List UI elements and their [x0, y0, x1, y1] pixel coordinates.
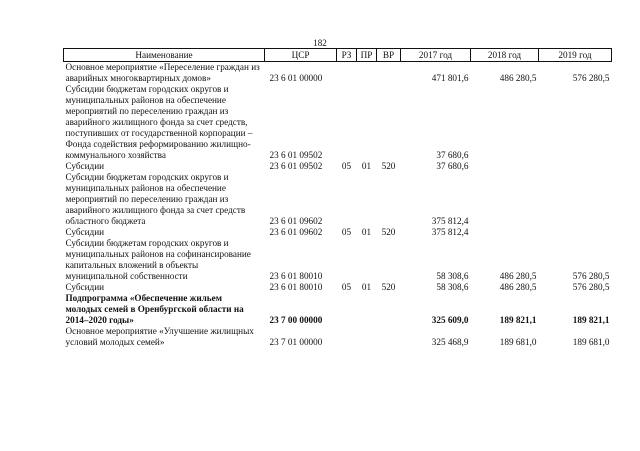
header-name: Наименование [64, 49, 265, 62]
row-csr: 23 6 01 80010 [269, 271, 323, 281]
row-2019 [539, 172, 612, 227]
header-row [64, 49, 612, 62]
row-name: Подпрограмма «Обеспечение жильем молодых семей в Оренбургской области на 2014–2020 годы» [65, 293, 244, 325]
row-name: Субсидии бюджетам городских округов и муниципальных районов на обеспечение мероприятий по переселению граждан из аварийного жилищного фонда за счет средств, поступивших от государственной корпорации – Фонда содействия реформированию жилищно-коммунального хозяйства [65, 84, 253, 160]
row-rz: 05 [341, 161, 352, 171]
row-name: Субсидии бюджетам городских округов и муниципальных районов на софинансирование капитальных вложений в объекты муниципальной собственности [65, 238, 251, 281]
row-vr: 520 [381, 161, 396, 171]
row-2019: 576 280,5 [572, 73, 610, 83]
row-name: Основное мероприятие «Переселение граждан из аварийных многоквартирных домов» [65, 62, 260, 83]
row-csr: 23 7 00 00000 [269, 315, 323, 325]
row-2018: 486 280,5 [499, 271, 537, 281]
row-vr [377, 62, 401, 85]
row-name: Субсидии [65, 227, 105, 237]
budget-table [63, 48, 612, 348]
row-vr [377, 326, 401, 348]
row-csr: 23 6 01 80010 [269, 282, 323, 292]
row-name: Основное мероприятие «Улучшение жилищных условий молодых семей» [65, 326, 254, 347]
row-pr [357, 238, 377, 282]
row-2018 [471, 172, 539, 227]
row-2018 [471, 84, 539, 161]
row-vr [377, 172, 401, 227]
row-pr: 01 [361, 161, 372, 171]
row-rz [337, 84, 357, 161]
row-2017: 58 308,6 [436, 282, 469, 292]
row-2019: 189 681,0 [572, 337, 610, 347]
row-2019: 576 280,5 [572, 271, 610, 281]
row-vr: 520 [381, 282, 396, 292]
row-2019: 576 280,5 [572, 282, 610, 292]
row-pr: 01 [361, 282, 372, 292]
row-name: Субсидии [65, 161, 105, 171]
row-2019: 189 821,1 [572, 315, 610, 325]
row-2017: 37 680,6 [436, 150, 469, 160]
row-csr: 23 6 01 09602 [269, 227, 323, 237]
row-2017: 37 680,6 [436, 161, 469, 171]
row-pr [357, 62, 377, 85]
row-name: Субсидии бюджетам городских округов и муниципальных районов на обеспечение мероприятий по переселению граждан из аварийного жилищного фонда за счет средств областного бюджета [65, 172, 246, 226]
row-csr: 23 7 01 00000 [269, 337, 323, 347]
row-vr [377, 84, 401, 161]
row-pr: 01 [361, 227, 372, 237]
row-2019 [539, 227, 612, 238]
row-2017: 375 812,4 [431, 216, 469, 226]
row-csr: 23 6 01 09602 [269, 216, 323, 226]
table-row [64, 227, 612, 238]
header-csr: ЦСР [265, 49, 337, 62]
header-pr: ПР [357, 49, 377, 62]
row-2018: 486 280,5 [499, 73, 537, 83]
row-rz [337, 326, 357, 348]
row-csr: 23 6 01 09502 [269, 161, 323, 171]
row-vr [377, 293, 401, 326]
table-row [64, 62, 612, 85]
row-rz: 05 [341, 227, 352, 237]
row-2017: 325 468,9 [431, 337, 469, 347]
header-rz: РЗ [337, 49, 357, 62]
row-2018 [471, 161, 539, 172]
row-pr [357, 84, 377, 161]
row-vr: 520 [381, 227, 396, 237]
row-pr [357, 293, 377, 326]
row-rz: 05 [341, 282, 352, 292]
table-header [64, 49, 612, 62]
row-pr [357, 172, 377, 227]
table-row [64, 84, 612, 161]
row-2017: 325 609,0 [431, 315, 469, 325]
table-row [64, 238, 612, 282]
row-2018: 189 821,1 [499, 315, 537, 325]
row-2018: 189 681,0 [499, 337, 537, 347]
row-2018: 486 280,5 [499, 282, 537, 292]
table-row [64, 172, 612, 227]
table-row [64, 326, 612, 348]
row-2018 [471, 227, 539, 238]
page-number: 182 [313, 38, 327, 48]
row-2017: 375 812,4 [431, 227, 469, 237]
table-row [64, 282, 612, 293]
row-rz [337, 238, 357, 282]
header-2018: 2018 год [471, 49, 539, 62]
row-rz [337, 293, 357, 326]
row-vr [377, 238, 401, 282]
table-row [64, 293, 612, 326]
row-rz [337, 62, 357, 85]
row-2019 [539, 161, 612, 172]
header-2019: 2019 год [539, 49, 612, 62]
row-csr: 23 6 01 09502 [269, 150, 323, 160]
row-2017: 58 308,6 [436, 271, 469, 281]
row-rz [337, 172, 357, 227]
table-body [64, 62, 612, 349]
row-2019 [539, 84, 612, 161]
row-pr [357, 326, 377, 348]
row-2017: 471 801,6 [431, 73, 469, 83]
row-csr: 23 6 01 00000 [269, 73, 323, 83]
header-2017: 2017 год [401, 49, 471, 62]
row-name: Субсидии [65, 282, 105, 292]
table-row [64, 161, 612, 172]
header-vr: ВР [377, 49, 401, 62]
